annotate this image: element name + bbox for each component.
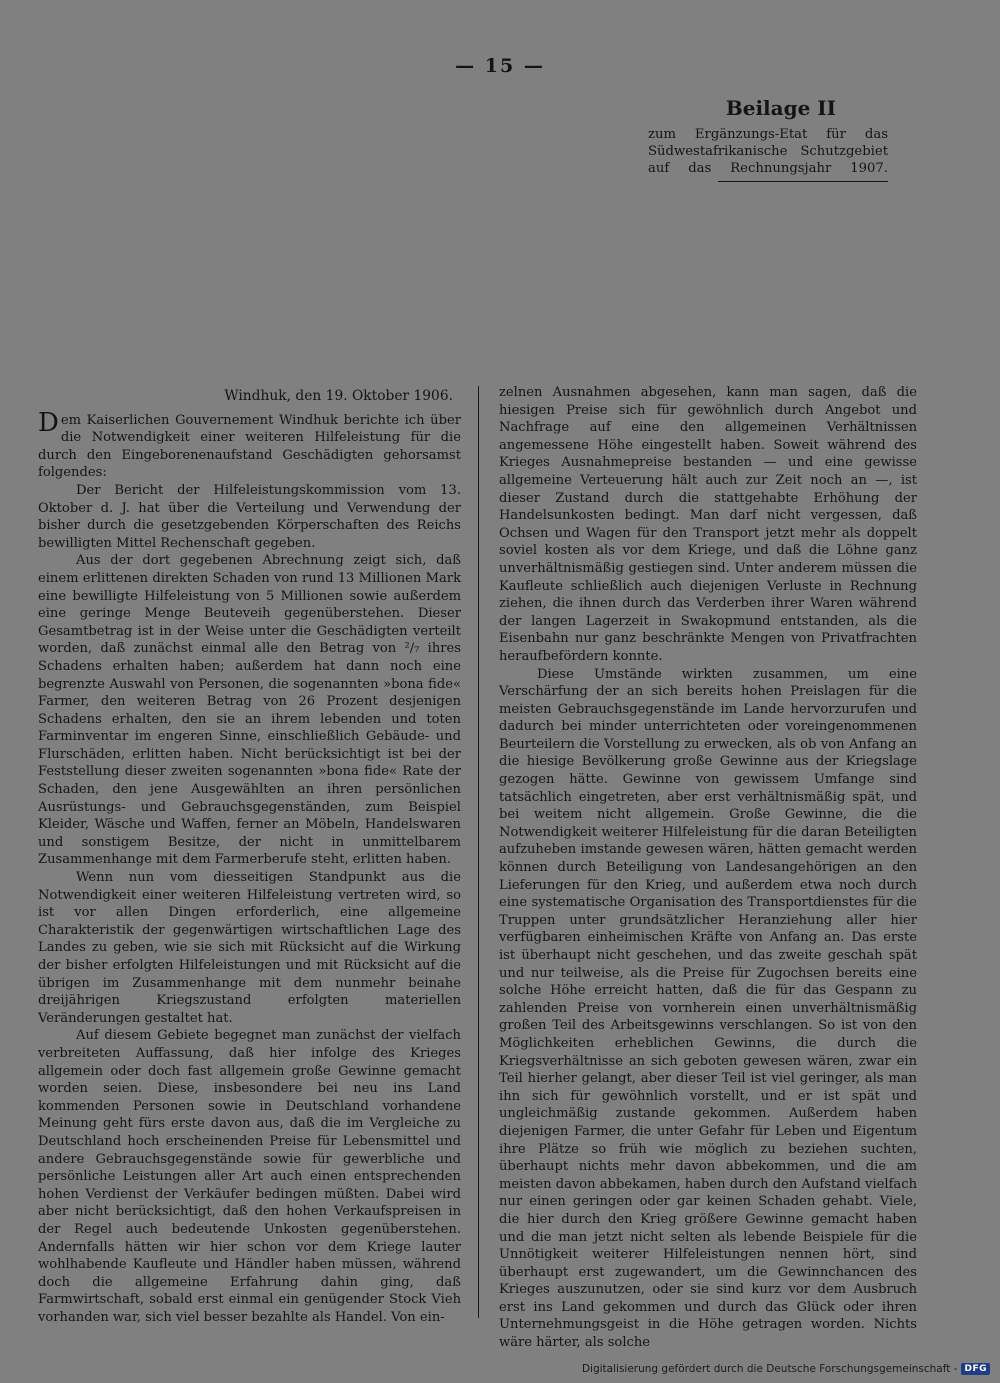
page-number: — 15 — bbox=[455, 55, 545, 77]
paragraph-text: em Kaiserlichen Gouvernement Windhuk berichte ich über die Notwendigkeit einer weiteren Hilfeleistung für die durch den Eingeborenenaufstand Geschädigten gehorsamst folgendes: bbox=[38, 412, 461, 481]
beilage-line: auf das Rechnungsjahr 1907. bbox=[648, 161, 888, 176]
beilage-underline bbox=[718, 181, 888, 182]
right-column bbox=[499, 384, 917, 1352]
paragraph: Aus der dort gegebenen Abrechnung zeigt sich, daß einem erlittenen direkten Schaden von rund 13 Millionen Mark eine bewilligte Hilfeleistung von 5 Millionen sowie außerdem eine geringe Menge Beuteveih gegenüberstehen. Dieser Gesamtbetrag ist in der Weise unter die Geschädigten verteilt worden, daß zunächst einmal alle den Betrag von ²/₇ ihres Schadens erhalten haben; außerdem hat dann noch eine begrenzte Auswahl von Personen, die sogenannten »bona fide« Farmer, den weiteren Betrag von 26 Prozent desjenigen Schadens erhalten, den sie an ihrem lebenden und toten Farminventar im engeren Sinne, einschließlich Gebäude- und Flurschäden, erlitten haben. Nicht berücksichtigt ist bei der Feststellung dieser zweiten sogenannten »bona fide« Rate der Schaden, den jene Ausgewählten an ihren persönlichen Ausrüstungs- und Gebrauchsgegenständen, zum Beispiel Kleider, Wäsche und Waffen, ferner an Möbeln, Handelswaren und sonstigem Besitze, der nicht in unmittelbarem Zusammenhange mit dem Farmerberufe steht, erlitten haben. bbox=[38, 553, 461, 868]
beilage-line: Südwestafrikanische Schutzgebiet bbox=[648, 144, 888, 159]
paragraph: zelnen Ausnahmen abgesehen, kann man sagen, daß die hiesigen Preise sich für gewöhnlich durch Angebot und Nachfrage auf eine den allgemeinen Verhältnissen angemessene Höhe eingestellt haben. Soweit während des Krieges Ausnahmepreise bestanden — und eine gewisse allgemeine Verteuerung hält auch zur Zeit noch an —, ist dieser Zustand durch die stattgehabte Erhöhung der Handelsunkosten bedingt. Man darf nicht vergessen, daß Ochsen und Wagen für den Transport jetzt mehr als doppelt soviel kosten als vor dem Kriege, und daß die Löhne ganz unverhältnismäßig gestiegen sind. Unter anderem müssen die Kaufleute schließlich auch diejenigen Verluste in Rechnung ziehen, die ihnen durch das Verderben ihrer Waren während der langen Lagerzeit in Swakopmund entstanden, als die Eisenbahn nur ganz beschränkte Mengen von Privatfrachten heraufbefördern konnte. bbox=[499, 385, 917, 664]
dfg-logo: DFG bbox=[961, 1363, 990, 1375]
paragraph: Diese Umstände wirkten zusammen, um eine Verschärfung der an sich bereits hohen Preislagen für die meisten Gebrauchsgegenstände im Lande hervorzurufen und dadurch bei minder unterrichteten oder voreingenommenen Beurteilern die Vorstellung zu erwecken, als ob von Anfang an die hiesige Bevölkerung große Gewinne aus der Kriegslage gezogen hätte. Gewinne von gewissem Umfange sind tatsächlich eingetreten, aber erst verhältnismäßig spät, und bei weitem nicht allgemein. Große Gewinne, die die Notwendigkeit weiterer Hilfeleistung für die daran Beteiligten aufzuheben imstande gewesen wären, hätten gemacht werden können durch Beteiligung von Landesangehörigen an den Lieferungen für den Krieg, und außerdem etwa noch durch eine systematische Organisation des Transportdienstes für die Truppen unter grundsätzlicher Heranziehung aller hier verfügbaren einheimischen Kräfte von Anfang an. Das erste ist überhaupt nicht geschehen, und das zweite geschah spät und nur teilweise, als die Preise für Zugochsen bereits eine solche Höhe erreicht hatten, daß die für das Gespann zu zahlenden Preise von vornherein einen unverhältnismäßig großen Teil des Arbeitsgewinns verschlangen. So ist von den Möglichkeiten erheblichen Gewinns, die durch die Kriegsverhältnisse an sich geboten gewesen wären, zwar ein Teil hierher gelangt, aber dieser Teil ist viel geringer, als man ihn sich für gewöhnlich vorstellt, und er ist spät und ungleichmäßig zustande gekommen. Außerdem haben diejenigen Farmer, die unter Gefahr für Leben und Eigentum ihre Plätze so früh wie möglich zu beziehen suchten, überhaupt nichts mehr davon abbekommen, und die am meisten davon abbekamen, haben durch den Aufstand vielfach nur einen geringen oder gar keinen Schaden gehabt. Viele, die hier durch den Krieg größere Gewinne gemacht haben und die man jetzt nicht selten als lebende Beispiele für die Unnötigkeit weiterer Hilfeleistungen nennen hört, sind überhaupt erst zugewandert, um die Gewinnchancen des Krieges auszunutzen, oder sie sind kurz vor dem Ausbruch erst ins Land gekommen und durch das Glück oder ihren Unternehmungsgeist in die Höhe getragen worden. Nichts wäre härter, als solche bbox=[499, 666, 917, 1351]
beilage-line: zum Ergänzungs-Etat für das bbox=[648, 127, 888, 142]
left-column bbox=[38, 388, 461, 1326]
paragraph: Auf diesem Gebiete begegnet man zunächst der vielfach verbreiteten Auffassung, daß hier infolge des Krieges allgemein oder doch fast allgemein große Gewinne gemacht worden seien. Diese, insbesondere bei neu ins Land kommenden Personen sowie in Deutschland vorhandene Meinung geht fürs erste davon aus, daß die im Vergleiche zu Deutschland hoch erscheinenden Preise für Lebensmittel und andere Gebrauchsgegenstände sowie für gewerbliche und persönliche Leistungen aller Art auch einen entsprechenden hohen Verdienst der Verkäufer bedingen müßten. Dabei wird aber nicht berücksichtigt, daß den hohen Verkaufspreisen in der Regel auch bedeutende Unkosten gegenüberstehen. Andernfalls hätten wir hier schon vor dem Kriege lauter wohlhabende Kaufleute und Händler haben müssen, während doch die allgemeine Erfahrung dahin ging, daß Farmwirtschaft, sobald erst einmal ein genügender Stock Vieh vorhanden war, sich viel besser bezahlte als Handel. Von ein- bbox=[38, 1028, 461, 1325]
dateline: Windhuk, den 19. Oktober 1906. bbox=[224, 388, 453, 404]
paragraph bbox=[38, 407, 461, 482]
footer-credit bbox=[582, 1363, 990, 1375]
beilage-header bbox=[648, 96, 888, 182]
credit-text: Digitalisierung gefördert durch die Deutsche Forschungsgemeinschaft - bbox=[581, 1363, 958, 1375]
column-divider bbox=[478, 386, 479, 1318]
beilage-title: Beilage II bbox=[725, 96, 836, 120]
paragraph: Der Bericht der Hilfeleistungskommission vom 13. Oktober d. J. hat über die Verteilung und Verwendung der bisher durch die gesetzgebenden Körperschaften des Reichs bewilligten Mittel Rechenschaft gegeben. bbox=[38, 482, 461, 551]
paragraph: Wenn nun vom diesseitigen Standpunkt aus die Notwendigkeit einer weiteren Hilfeleistung vertreten wird, so ist vor allen Dingen erforderlich, eine allgemeine Charakteristik der gegenwärtigen wirtschaftlichen Lage des Landes zu geben, wie sie sich mit Rücksicht auf die Wirkung der bisher erfolgten Hilfeleistungen und mit Rücksicht auf die übrigen im Zusammenhange mit dem nunmehr beinahe dreijährigen Kriegszustand erfolgten materiellen Veränderungen gestaltet hat. bbox=[38, 870, 461, 1026]
drop-cap: D bbox=[38, 407, 59, 438]
